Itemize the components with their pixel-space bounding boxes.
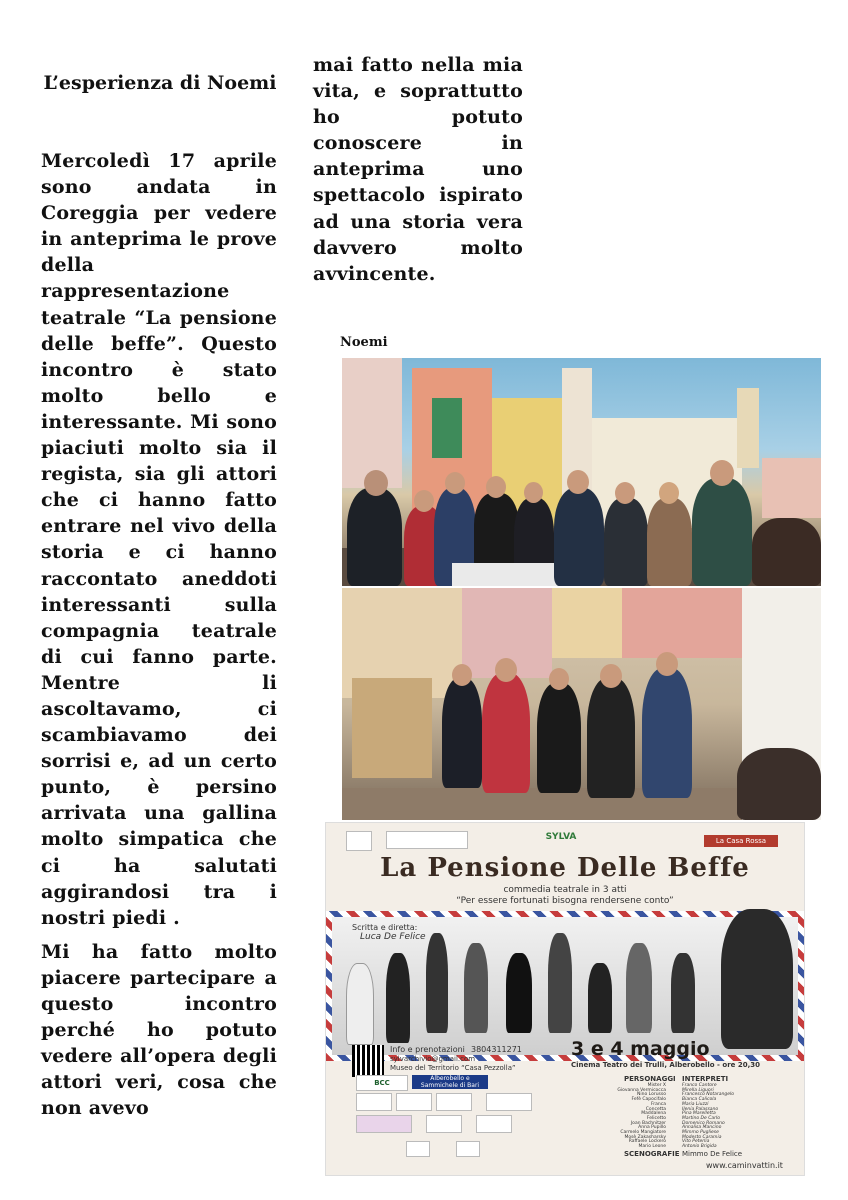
cast-character: Maddalena [641,1111,666,1117]
phone-number: 3804311271 [471,1045,522,1054]
cast-actor: Domenico Romano [682,1120,725,1126]
cast-actor: Modesto Caramia [682,1134,722,1140]
cast-character: Giovanna Vermicocca [617,1087,666,1093]
cast-actor: Pina Marelletta [682,1111,716,1117]
cast-character: Carmelo Mangiatore [620,1130,666,1135]
website: www.caminvattin.it [706,1161,783,1170]
logo-casa-rossa: La Casa Rossa [704,835,778,847]
paragraph: mai fatto nella mia vita, e soprattutto ho potuto conoscere in anteprima uno spettacolo ispirato ad una storia vera davvero molto avvincente. [313,54,523,285]
cast-character: Mosè Zakasharsky [624,1134,666,1140]
logo-bcc: BCC [356,1075,408,1091]
venue-note: Museo del Territorio “Casa Pezzolla” [390,1064,516,1072]
cast-character: Fefè Capocifalo [631,1097,666,1103]
paragraph: Mi ha fatto molto piacere partecipare a questo incontro perché ho potuto vedere all’opera degli attori veri, cosa che non avevo [41,940,277,1120]
cast-character: Franca [651,1101,666,1107]
logo-sylva: SYLVA [545,832,577,842]
info-label: Info e prenotazioni [390,1045,465,1054]
event-poster [325,822,805,1176]
cast-character: Nino Lorusso [637,1092,666,1098]
cast-header-right: INTERPRETI [682,1075,729,1083]
scenography-label: SCENOGRAFIE [624,1150,680,1158]
cast-actor: Mimmo Pugliese [682,1130,719,1135]
cast-character: Mario Leone [638,1144,666,1150]
children-photo [342,588,821,820]
poster-tagline: “Per essere fortunati bisogna rendersene conto” [456,896,674,906]
cast-header-left: PERSONAGGI [624,1075,676,1083]
cast-actor: Annalisa Mancino [682,1125,722,1131]
cast-character: Joan Bachnitzer [630,1120,666,1126]
right-column [313,52,523,287]
cast-actor: Antonio Brigida [682,1144,717,1150]
cast-actor: Ilenia Palassano [682,1106,719,1112]
cast-actor: Maria Liuzzi [682,1101,709,1107]
scenography-name: Mimmo De Felice [682,1150,743,1158]
cast-character: Mister X [647,1083,666,1088]
cast-actor: Franco Cantore [682,1083,717,1088]
paragraph: Mercoledì 17 aprile sono andata in Coreggia per vedere in anteprima le prove della rappresentazione teatrale “La pensione delle beffe”. Questo incontro è stato molto bello e interessante. Mi sono piaciuti molto sia il regista, sia gli attori che ci hanno fatto entrare nel vivo della storia e ci hanno raccontato aneddoti interessanti sulla compagnia teatrale di cui fanno parte. Mentre li ascoltavamo, ci scambiavamo dei sorrisi e, ad un certo punto, è persino arrivata una gallina molto simpatica che ci ha salutati aggirandosi tra i nostri piedi . [41,150,277,929]
cast-actor: Francesco Notarangelo [682,1092,735,1098]
date-line: Cinema Teatro dei Trulli, Alberobello - ore 20,30 [571,1061,760,1069]
email: sylvarchivio@gmail.com [390,1055,476,1063]
cast-character: Felicetto [646,1115,666,1121]
cast-actor: Vito Peterlia [682,1139,710,1145]
cast-character: Raffaele Lockero [628,1139,666,1145]
director-name: Luca De Felice [360,932,426,942]
cast-actor: Martino De Carlo [682,1115,720,1121]
poster-date: 3 e 4 maggio [571,1038,710,1060]
written-by-label: Scritta e diretta: [352,923,418,932]
bank-name: Alberobello e Sammichele di Bari [412,1075,488,1089]
cast-character: Anna Pupillo [638,1125,666,1131]
article-title: L’esperienza di Noemi [43,72,277,94]
group-photo [342,358,821,586]
cast-actor: Bianca Calicola [682,1097,717,1103]
photo-caption: Noemi [340,335,388,350]
poster-subtitle: commedia teatrale in 3 atti [503,885,627,895]
left-column [41,148,277,1121]
cast-character: Concetta [645,1106,666,1112]
poster-title: La Pensione Delle Beffe [380,853,750,883]
cast-actor: Mirella Liguori [682,1087,714,1093]
